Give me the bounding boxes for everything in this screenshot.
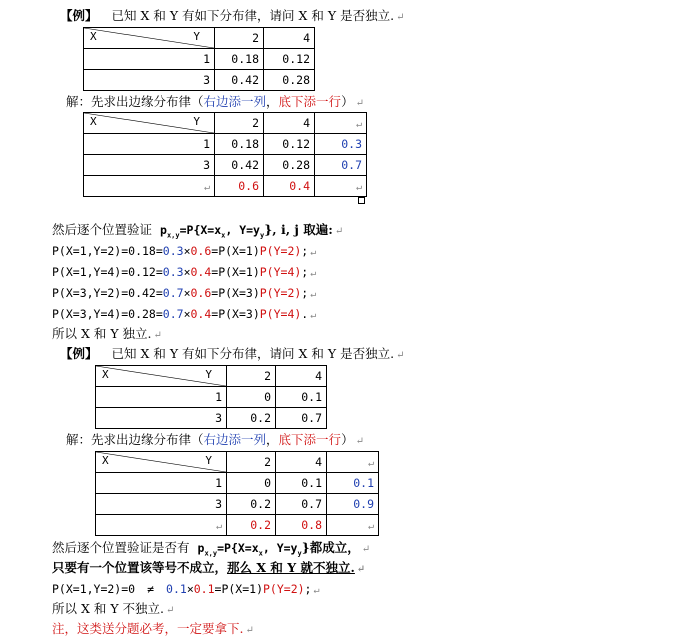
ex1-check-1: P(X=1,Y=2)=0.18=0.3×0.6=P(X=1)P(Y=2); ↵ xyxy=(52,244,317,258)
ex1-m-cell: 0.12 xyxy=(264,134,315,155)
ex2-m-bottom-head: ↵ xyxy=(96,515,227,536)
ex1-m-col-head-empty: ↵ xyxy=(315,113,367,134)
ex1-cell: 0.12 xyxy=(264,49,315,70)
ex2-title: 【例】 已知 X 和 Y 有如下分布律，请问 X 和 Y 是否独立. ↵ xyxy=(60,346,405,361)
ex2-margin-table xyxy=(95,451,379,536)
ex1-margin-table xyxy=(83,112,367,197)
table-resize-handle[interactable] xyxy=(358,197,365,204)
ex2-m-bottom-empty: ↵ xyxy=(327,515,379,536)
ex2-verify: 然后逐个位置验证是否有 $p_{x,y}=P\{X=x_x$, $Y=y_y$}都成立， ↵ xyxy=(52,540,371,558)
ex1-cell: 0.28 xyxy=(264,70,315,91)
ex2-table-corner: X Y xyxy=(96,366,227,387)
ex1-marginal-x: 0.3 xyxy=(315,134,367,155)
ex2-row-head: 1 xyxy=(96,387,227,408)
ex2-note: 注，这类送分题必考，一定要拿下. ↵ xyxy=(52,621,254,636)
ex2-cell: 0.7 xyxy=(276,408,327,429)
ex2-m-col-head-empty: ↵ xyxy=(327,452,379,473)
ex2-marginal-x: 0.9 xyxy=(327,494,379,515)
ex2-col-head: 2 xyxy=(227,366,276,387)
ex1-m-bottom-head: ↵ xyxy=(84,176,215,197)
ex2-cell: 0.2 xyxy=(227,408,276,429)
ex1-table-corner: X Y xyxy=(84,28,215,49)
ex2-col-head: 4 xyxy=(276,366,327,387)
ex1-title: 【例】 已知 X 和 Y 有如下分布律，请问 X 和 Y 是否独立. ↵ xyxy=(60,8,405,23)
ex1-cell: 0.18 xyxy=(215,49,264,70)
ex2-m-row-head: 3 xyxy=(96,494,227,515)
ex1-row-head: 1 xyxy=(84,49,215,70)
ex2-m-cell: 0.1 xyxy=(276,473,327,494)
ex1-m-col-head: 2 xyxy=(215,113,264,134)
ex1-m-row-head: 1 xyxy=(84,134,215,155)
ex2-solution: 解：先求出边缘分布律（右边添一列，底下添一行） ↵ xyxy=(66,432,364,447)
ex2-cell: 0 xyxy=(227,387,276,408)
ex2-m-cell: 0.7 xyxy=(276,494,327,515)
ex1-row-head: 3 xyxy=(84,70,215,91)
ex2-marginal-y: 0.2 xyxy=(227,515,276,536)
ex2-margin-corner: X Y xyxy=(96,452,227,473)
ex1-cell: 0.42 xyxy=(215,70,264,91)
ex1-m-col-head: 4 xyxy=(264,113,315,134)
ex2-title-tag: 【例】 xyxy=(60,346,98,361)
ex1-marginal-x: 0.7 xyxy=(315,155,367,176)
ex1-m-bottom-empty: ↵ xyxy=(315,176,367,197)
ex2-marginal-x: 0.1 xyxy=(327,473,379,494)
ex1-marginal-y: 0.6 xyxy=(215,176,264,197)
ex1-m-row-head: 3 xyxy=(84,155,215,176)
ex2-m-col-head: 4 xyxy=(276,452,327,473)
ex1-check-2: P(X=1,Y=4)=0.12=0.3×0.4=P(X=1)P(Y=4); ↵ xyxy=(52,265,317,279)
ex1-col-head: 4 xyxy=(264,28,315,49)
ex2-m-row-head: 1 xyxy=(96,473,227,494)
ex1-title-text: 已知 X 和 Y 有如下分布律，请问 X 和 Y 是否独立. xyxy=(111,8,395,23)
ex2-m-cell: 0.2 xyxy=(227,494,276,515)
ex2-marginal-y: 0.8 xyxy=(276,515,327,536)
ex2-cell: 0.1 xyxy=(276,387,327,408)
ex2-title-text: 已知 X 和 Y 有如下分布律，请问 X 和 Y 是否独立. xyxy=(111,346,395,361)
ex1-check-4: P(X=3,Y=4)=0.28=0.7×0.4=P(X=3)P(Y=4). ↵ xyxy=(52,307,317,321)
ex1-title-tag: 【例】 xyxy=(60,8,98,23)
ex1-m-cell: 0.28 xyxy=(264,155,315,176)
ex1-table xyxy=(83,27,315,91)
ex2-check: P(X=1,Y=2)=0 ≠ 0.1×0.1=P(X=1)P(Y=2); ↵ xyxy=(52,582,320,596)
ex1-marginal-y: 0.4 xyxy=(264,176,315,197)
ex1-m-cell: 0.18 xyxy=(215,134,264,155)
ex2-m-col-head: 2 xyxy=(227,452,276,473)
ex1-check-3: P(X=3,Y=2)=0.42=0.7×0.6=P(X=3)P(Y=2); ↵ xyxy=(52,286,317,300)
ex1-conclusion: 所以 X 和 Y 独立. ↵ xyxy=(52,326,162,341)
ex2-row-head: 3 xyxy=(96,408,227,429)
ex1-col-head: 2 xyxy=(215,28,264,49)
ex2-m-cell: 0 xyxy=(227,473,276,494)
ex1-m-cell: 0.42 xyxy=(215,155,264,176)
ex1-verify: 然后逐个位置验证 $p_{x,y}=P\{X=x_x$, $Y=y_y$}, i, j 取遍: ↵ xyxy=(52,222,344,240)
ex1-solution: 解：先求出边缘分布律（右边添一列，底下添一行） ↵ xyxy=(66,94,364,109)
ex2-conclusion: 所以 X 和 Y 不独立. ↵ xyxy=(52,601,175,616)
ex1-margin-corner: X Y xyxy=(84,113,215,134)
ex2-table xyxy=(95,365,327,429)
ex2-emphasis: 只要有一个位置该等号不成立，那么 X 和 Y 就不独立. ↵ xyxy=(52,560,366,575)
